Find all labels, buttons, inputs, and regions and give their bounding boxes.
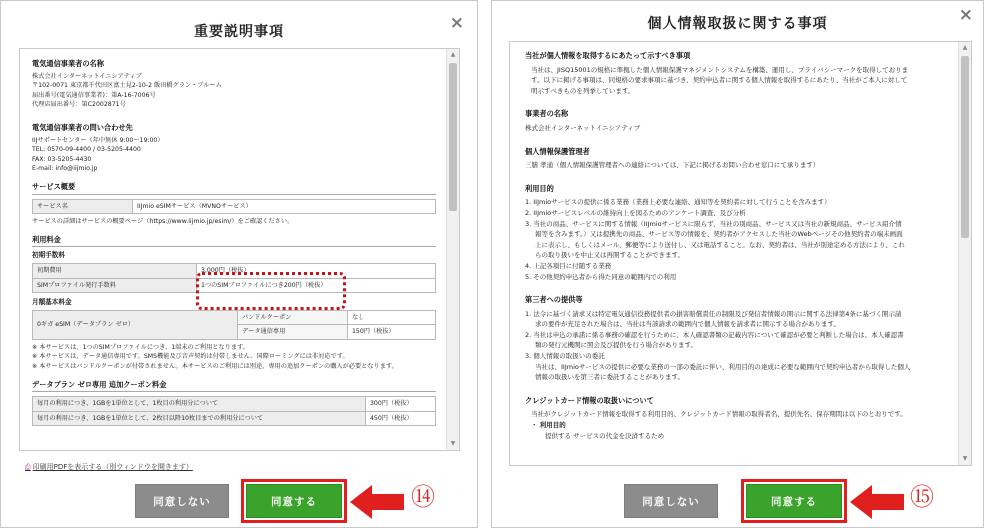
decline-button[interactable]: 同意しない [624,484,718,518]
section-heading: クレジットカード情報の取扱いについて [525,395,654,405]
scroll-down-arrow-icon[interactable]: ▼ [962,455,968,462]
service-table [32,199,436,215]
vertical-scrollbar[interactable] [446,49,459,450]
fee-note: ※ 本サービスはバンドルクーポンが付帯されません。本サービスのご利用には別途、専用の追加クーポンの購入が必要となります。 [32,363,398,371]
text-line: 当社がクレジットカード情報を取得する利用目的、クレジットカード情報の取得者名、提供先名、保存期間は以下のとおりです。 [531,410,907,419]
scroll-up-arrow-icon[interactable]: ▲ [450,51,456,58]
list-item: 1. IIJmioサービスの提供に係る業務（業務上必要な連絡、通知等を契約者に対して行うことを含みます） [525,198,831,207]
step-number: ⑭ [411,483,435,511]
section-heading: サービス概要 [32,182,436,195]
list-item: 3. 当社の商品、サービスに関する情報（IIJmioサービスに限らず、当社の別商品、サービス又は当社の新規商品、サービス紹介情 [525,219,902,228]
text-line: IIJサポートセンター（年中無休 9:00～19:00） [32,136,164,144]
list-item: らの取り扱いを中止又は再開することができます。 [535,251,684,260]
text-line: 届出番号(電気通信事業者)：第A-16-7006号 [32,91,156,99]
text-line: 情報の取扱いを第三者に委託することがあります。 [535,373,684,382]
section-heading: 利用料金 [32,235,436,248]
plan-label: 0ギガ eSIM（データプラン ゼロ） [33,310,238,339]
text-line: 当社は、JISQ15001の規格に準拠した個人情報保護マネジメントシステムを構築、運用し、プライバシーマークを取得しておりま [531,65,909,74]
agree-button[interactable]: 同意する [246,484,342,518]
text-line: FAX: 03-5205-4430 [32,155,92,163]
fee-value: 1つのSIMプロファイルにつき200円（税抜） [197,278,436,293]
scroll-down-arrow-icon[interactable]: ▼ [450,440,456,447]
text-line: 当社は、IIJmioサービスの提供に必要な業務の一部の委託に伴い、利用目的の達成に必要な範囲内で契約申込者から取得した個人 [535,362,911,371]
data-value: 150円（税抜） [348,325,436,340]
sub-heading: 初期手数料 [32,251,65,260]
sub-heading: 月額基本料金 [32,298,72,307]
list-item: 4. 上記各項目に付随する業務 [525,261,612,270]
section-heading: 個人情報保護管理者 [525,146,590,156]
list-item: 3. 個人情報の取扱いの委託 [525,352,605,361]
step-number: ⑮ [910,483,934,511]
addon-value: 450円（税抜） [366,411,436,426]
section-heading: 当社が個人情報を取得するにあたって示すべき事項 [525,51,691,60]
modal-title: 重要説明事項 [194,24,284,40]
section-heading: データプラン ゼロ専用 追加クーポン料金 [32,380,436,393]
close-icon[interactable]: × [958,5,973,25]
monthly-fee-table [32,310,436,340]
fee-label: SIMプロファイル発行手数料 [33,278,197,293]
coupon-value: なし [348,310,436,325]
privacy-policy-modal [491,0,984,528]
fee-note: ※ 本サービスは、データ通信専用です。SMS機能及び音声契約は付帯しません。国際ローミングには非対応です。 [32,353,349,361]
service-name-value: IIJmio eSIMサービス（MVNOサービス） [133,199,436,214]
service-name-label: サービス名 [33,199,133,214]
text-line: 三膳 孝通（個人情報保護管理者への連絡については、下記に掲げるお問い合わせ窓口にて承ります） [525,161,820,170]
terms-content [510,42,957,465]
agree-button-highlight [741,479,847,523]
list-item: 報等を含みます。）又は提携先の商品、サービス等の情報を、契約者がアクセスした当社のWebページその他契約者の端末画面 [535,230,903,239]
text-line: 株式会社インターネットイニシアティブ [32,72,142,80]
list-item: 1. 法令に基づく請求又は特定電気通信役務提供者の損害賠償責任の制限及び発信者情報の開示に関する法律第4条に基づく開示請 [525,309,902,318]
list-item: 上に表示し、もしくはメール、郵便等により送付し、又は電話すること。なお、契約者は、当社が別途定める方法により、これ [535,240,905,249]
close-icon[interactable]: × [449,13,464,33]
agree-button-highlight [241,479,347,523]
agree-button[interactable]: 同意する [746,484,842,518]
list-item: 求の要件が充足された場合は、当社は当該請求の範囲内で個人情報を請求者に開示する場合があります。 [535,320,840,329]
text-line: 株式会社インターネットイニシアティブ [525,123,641,132]
pointer-arrow-icon [348,483,406,521]
pdf-icon: ⎙ [25,463,31,471]
vertical-scrollbar[interactable] [958,42,971,465]
section-heading: 電気通信事業者の名称 [32,59,104,68]
text-line: 代理店届出番号：第C2002871号 [32,101,126,109]
fee-note: ※ 本サービスは、1つのSIMプロファイルにつき、1端末のご利用となります。 [32,343,249,351]
section-heading: 利用目的 [525,183,554,193]
print-pdf-link[interactable] [25,462,193,472]
terms-scroll-area[interactable] [19,48,460,451]
section-heading: 事業者の名称 [525,109,569,119]
text-line: 明示すべきものを列挙しています。 [531,86,635,95]
important-notice-modal [0,0,478,528]
pointer-arrow-icon [848,483,906,521]
text-line: E-mail: info@iijmio.jp [32,165,98,173]
scroll-thumb[interactable] [449,63,457,211]
scroll-thumb[interactable] [961,56,969,238]
fee-label: 初期費用 [33,263,197,278]
addon-coupon-table [32,396,436,426]
coupon-label: バンドルクーポン [238,310,348,325]
terms-scroll-area[interactable] [509,41,972,466]
list-item: ・ 利用目的 [531,421,566,430]
data-label: データ通信専用 [238,325,348,340]
fee-highlight-annotation [196,272,346,310]
list-item: 2. IIJmioサービスレベルの維持向上を図るためのアンケート調査、及び分析 [525,208,746,217]
section-heading: 第三者への提供等 [525,295,583,305]
modal-title: 個人情報取扱に関する事項 [647,16,828,32]
fee-value: 3,000円（税抜） [197,263,436,278]
addon-label: 毎月の利用につき、1GBを1単位として、1枚目の利用分について [33,397,366,412]
list-item: 5. その他契約申込者から得た同意の範囲内での利用 [525,272,677,281]
addon-value: 300円（税抜） [366,397,436,412]
service-note: サービスの詳細はサービスの概要ページ（https://www.iijmio.jp/esim/）をご確認ください。 [32,218,294,226]
list-item: 2. 当社は申込の承諾に係る事務の確認を行うために、本人確認書類の記載内容について確認が必要と判断した場合は、本人確認書 [525,330,904,339]
print-pdf-link-label: 印刷用PDFを表示する（別ウィンドウを開きます） [32,463,193,471]
decline-button[interactable]: 同意しない [135,484,229,518]
addon-label: 毎月の利用につき、1GBを1単位として、2枚目以降10枚目までの利用分について [33,411,366,426]
section-heading: 電気通信事業者の問い合わせ先 [32,122,133,132]
terms-content [20,49,446,450]
text-line: TEL: 0570-09-4400 / 03-5205-4400 [32,146,141,154]
list-item: 類の発行元機関に照会及び提供を行う場合があります。 [535,341,697,350]
text-line: 提供する サービスの代金を決済するため [545,431,665,440]
scroll-up-arrow-icon[interactable]: ▲ [962,44,968,51]
text-line: 〒102-0071 東京都千代田区富士見2-10-2 飯田橋グラン・ブルーム [32,82,222,90]
text-line: す。以下に掲げる事項は、同規格の要求事項に基づき、契約申込者に関する個人情報を取得するにあたり、当社がご本人に対して [531,76,908,85]
